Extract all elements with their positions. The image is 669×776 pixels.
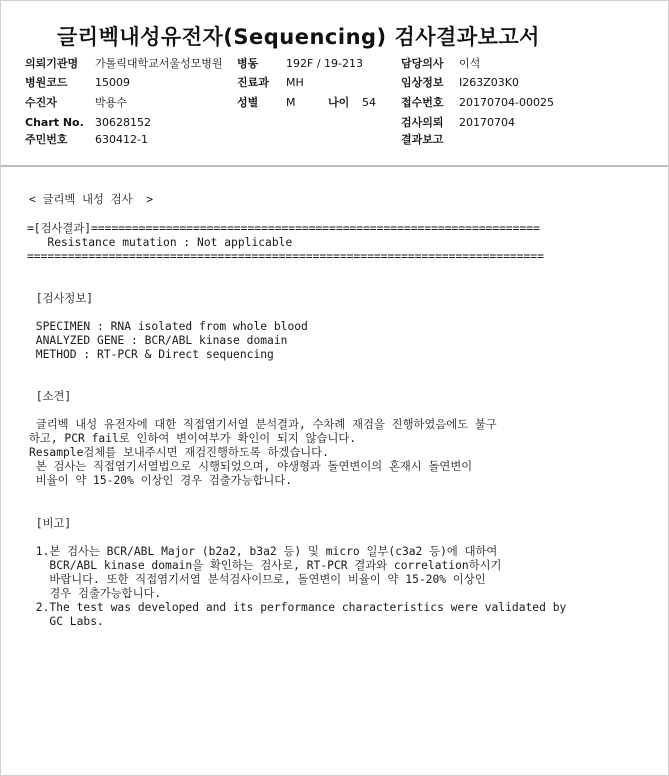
- resident-no-value: 630412-1: [95, 133, 148, 146]
- findings-line: 하고, PCR fail로 인하여 변이여부가 확인이 되지 않습니다.: [29, 432, 357, 445]
- patient-label: 수진자: [25, 96, 57, 109]
- resident-no-label: 주민번호: [25, 133, 68, 146]
- analyzed-gene-line: ANALYZED GENE : BCR/ABL kinase domain: [29, 334, 288, 347]
- ward-label: 병동: [237, 57, 259, 70]
- remarks-line: 경우 검출가능합니다.: [29, 587, 162, 600]
- chart-no-value: 30628152: [95, 116, 151, 129]
- patient-value: 박용수: [95, 96, 127, 109]
- remarks-line: BCR/ABL kinase domain을 확인하는 검사로, RT-PCR 결과와 correlation하시기: [29, 559, 502, 572]
- receipt-no-label: 접수번호: [401, 96, 444, 109]
- findings-line: 비율이 약 15-20% 이상인 경우 검출가능합니다.: [29, 474, 293, 487]
- header-divider: [1, 165, 668, 167]
- department-value: MH: [286, 76, 304, 89]
- method-line: METHOD : RT-PCR & Direct sequencing: [29, 348, 274, 361]
- department-label: 진료과: [237, 76, 269, 89]
- remarks-line: 2.The test was developed and its performance characteristics were validated by: [29, 601, 567, 614]
- request-date-value: 20170704: [459, 116, 515, 129]
- physician-label: 담당의사: [401, 57, 444, 70]
- findings-heading: [소견]: [29, 390, 72, 403]
- findings-line: 글리벡 내성 유전자에 대한 직접염기서열 분석결과, 수차례 재검을 진행하였음에도 불구: [29, 418, 497, 431]
- result-header-rule: =[검사결과]==================================================================: [27, 222, 540, 235]
- sex-label: 성별: [237, 96, 259, 109]
- age-label: 나이: [328, 96, 350, 109]
- result-footer-rule: ============================================================================: [27, 250, 544, 263]
- findings-line: Resample검체를 보내주시면 재검진행하도록 하겠습니다.: [29, 446, 329, 459]
- requesting-institution-label: 의뢰기관명: [25, 57, 79, 70]
- age-value: 54: [362, 96, 376, 109]
- request-date-label: 검사의뢰: [401, 116, 444, 129]
- clinical-info-value: I263Z03K0: [459, 76, 519, 89]
- remarks-heading: [비고]: [29, 517, 72, 530]
- receipt-no-value: 20170704-00025: [459, 96, 554, 109]
- result-report-label: 결과보고: [401, 133, 444, 146]
- remarks-line: 1.본 검사는 BCR/ABL Major (b2a2, b3a2 등) 및 micro 일부(c3a2 등)에 대하여: [29, 545, 498, 558]
- test-heading: < 글리벡 내성 검사 >: [29, 193, 153, 206]
- remarks-line: GC Labs.: [29, 615, 104, 628]
- sex-value: M: [286, 96, 296, 109]
- ward-value: 192F / 19-213: [286, 57, 363, 70]
- clinical-info-label: 임상정보: [401, 76, 444, 89]
- findings-line: 본 검사는 직접염기서열법으로 시행되었으며, 야생형과 돌연변이의 혼재시 돌연변이: [29, 460, 473, 473]
- chart-no-label: Chart No.: [25, 116, 84, 129]
- specimen-line: SPECIMEN : RNA isolated from whole blood: [29, 320, 308, 333]
- result-line: Resistance mutation : Not applicable: [27, 236, 293, 249]
- remarks-line: 바랍니다. 또한 직접염기서열 분석검사이므로, 돌연변이 비율이 약 15-20% 이상인: [29, 573, 486, 586]
- requesting-institution-value: 가톨릭대학교서울성모병원: [95, 57, 223, 70]
- hospital-code-label: 병원코드: [25, 76, 68, 89]
- report-title: 글리벡내성유전자(Sequencing) 검사결과보고서: [57, 25, 540, 49]
- physician-value: 이석: [459, 57, 481, 70]
- hospital-code-value: 15009: [95, 76, 130, 89]
- info-heading: [검사정보]: [29, 292, 94, 305]
